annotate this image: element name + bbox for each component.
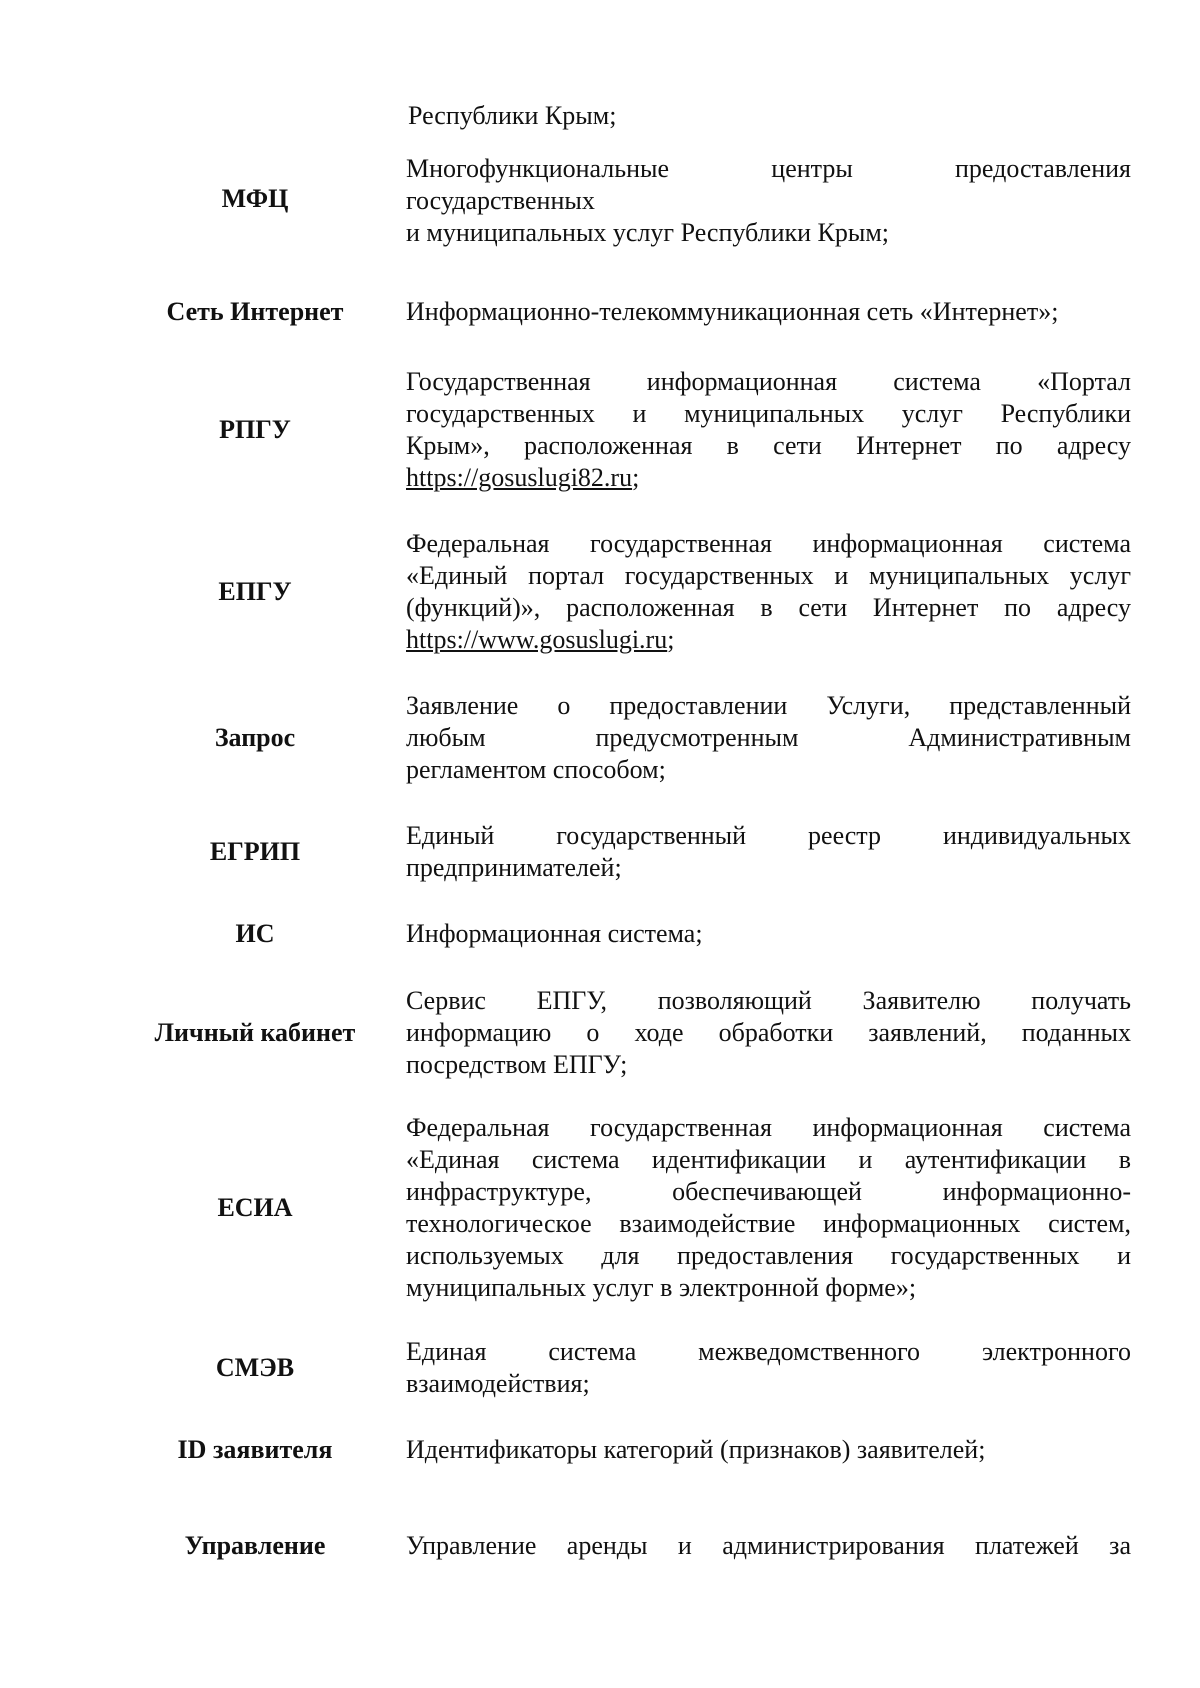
definition-line: Государственная информационная система «Портал [406, 367, 1131, 396]
definition-line: посредством ЕПГУ; [406, 1050, 628, 1079]
definition-line: Федеральная государственная информационная система [406, 1113, 1131, 1142]
rpgu-link[interactable]: https://gosuslugi82.ru [406, 463, 633, 492]
definition [406, 1530, 1131, 1562]
definition [406, 918, 1131, 950]
definition [406, 1434, 1131, 1466]
definition-line: Заявление о предоставлении Услуги, представленный [406, 691, 1131, 720]
definition-line: регламентом способом; [406, 755, 666, 784]
definition-line: инфраструктуре, обеспечивающей информационно- [406, 1177, 1131, 1206]
term: ЕПГУ [218, 577, 292, 606]
definition-line: Идентификаторы категорий (признаков) заявителей; [406, 1435, 986, 1464]
epgu-link[interactable]: https://www.gosuslugi.ru [406, 625, 668, 654]
definition-line: Единый государственный реестр индивидуальных [406, 821, 1131, 850]
definition-line [406, 624, 1131, 656]
definition [406, 366, 1131, 494]
definition-line [406, 462, 1131, 494]
definition-line: Единая системa межведомственного электронного [406, 1337, 1131, 1366]
term: Запрос [214, 723, 296, 752]
definition-line: «Единый портал государственных и муниципальных услуг [406, 561, 1131, 590]
continuation-text: Республики Крым; [408, 101, 617, 130]
definition [406, 528, 1131, 656]
definition-line: Информационная система; [406, 919, 703, 948]
definition [406, 296, 1131, 328]
term: Сеть Интернет [166, 297, 344, 326]
term: Управление [184, 1531, 326, 1560]
definition-line: Федеральная государственная информационная система [406, 529, 1131, 558]
definition-line: Управление аренды и администрирования платежей за [406, 1531, 1131, 1560]
definition-line: государственных [406, 186, 595, 215]
definition-line: используемых для предоставления государственных и [406, 1241, 1131, 1270]
definition-line: взаимодействия; [406, 1369, 590, 1398]
term: ЕГРИП [209, 837, 301, 866]
definition-line: Многофункциональные центры предоставления [406, 154, 1131, 183]
term: РПГУ [219, 415, 291, 444]
term: СМЭВ [215, 1353, 295, 1382]
definition [406, 1112, 1131, 1304]
term: МФЦ [221, 184, 289, 213]
definition-line: Сервис ЕПГУ, позволяющий Заявителю получать [406, 986, 1131, 1015]
definition-line: (функций)», расположенная в сети Интернет по адресу [406, 593, 1131, 622]
definition-line: «Единая система идентификации и аутентификации в [406, 1145, 1131, 1174]
definition-line: предпринимателей; [406, 853, 622, 882]
definition [406, 820, 1131, 884]
definition-line: и муниципальных услуг Республики Крым; [406, 218, 890, 247]
term: ЕСИА [217, 1193, 293, 1222]
definition [406, 985, 1131, 1081]
definition-line: Информационно-телекоммуникационная сеть «Интернет»; [406, 297, 1059, 326]
link-suffix: ; [632, 463, 640, 492]
definition [406, 690, 1131, 786]
definition [406, 1336, 1131, 1400]
definition-line: государственных и муниципальных услуг Республики [406, 399, 1131, 428]
term: ID заявителя [177, 1435, 333, 1464]
definition-line: любым предусмотренным Административным [406, 723, 1131, 752]
term: ИС [235, 919, 275, 948]
definition [406, 153, 1131, 249]
definition-line: муниципальных услуг в электронной форме»; [406, 1273, 917, 1302]
link-suffix: ; [667, 625, 675, 654]
definition-line: информацию о ходе обработки заявлений, поданных [406, 1018, 1131, 1047]
definition-line: Крым», расположенная в сети Интернет по адресу [406, 431, 1131, 460]
term: Личный кабинет [154, 1018, 356, 1047]
definition-line: технологическое взаимодействие информационных систем, [406, 1209, 1131, 1238]
